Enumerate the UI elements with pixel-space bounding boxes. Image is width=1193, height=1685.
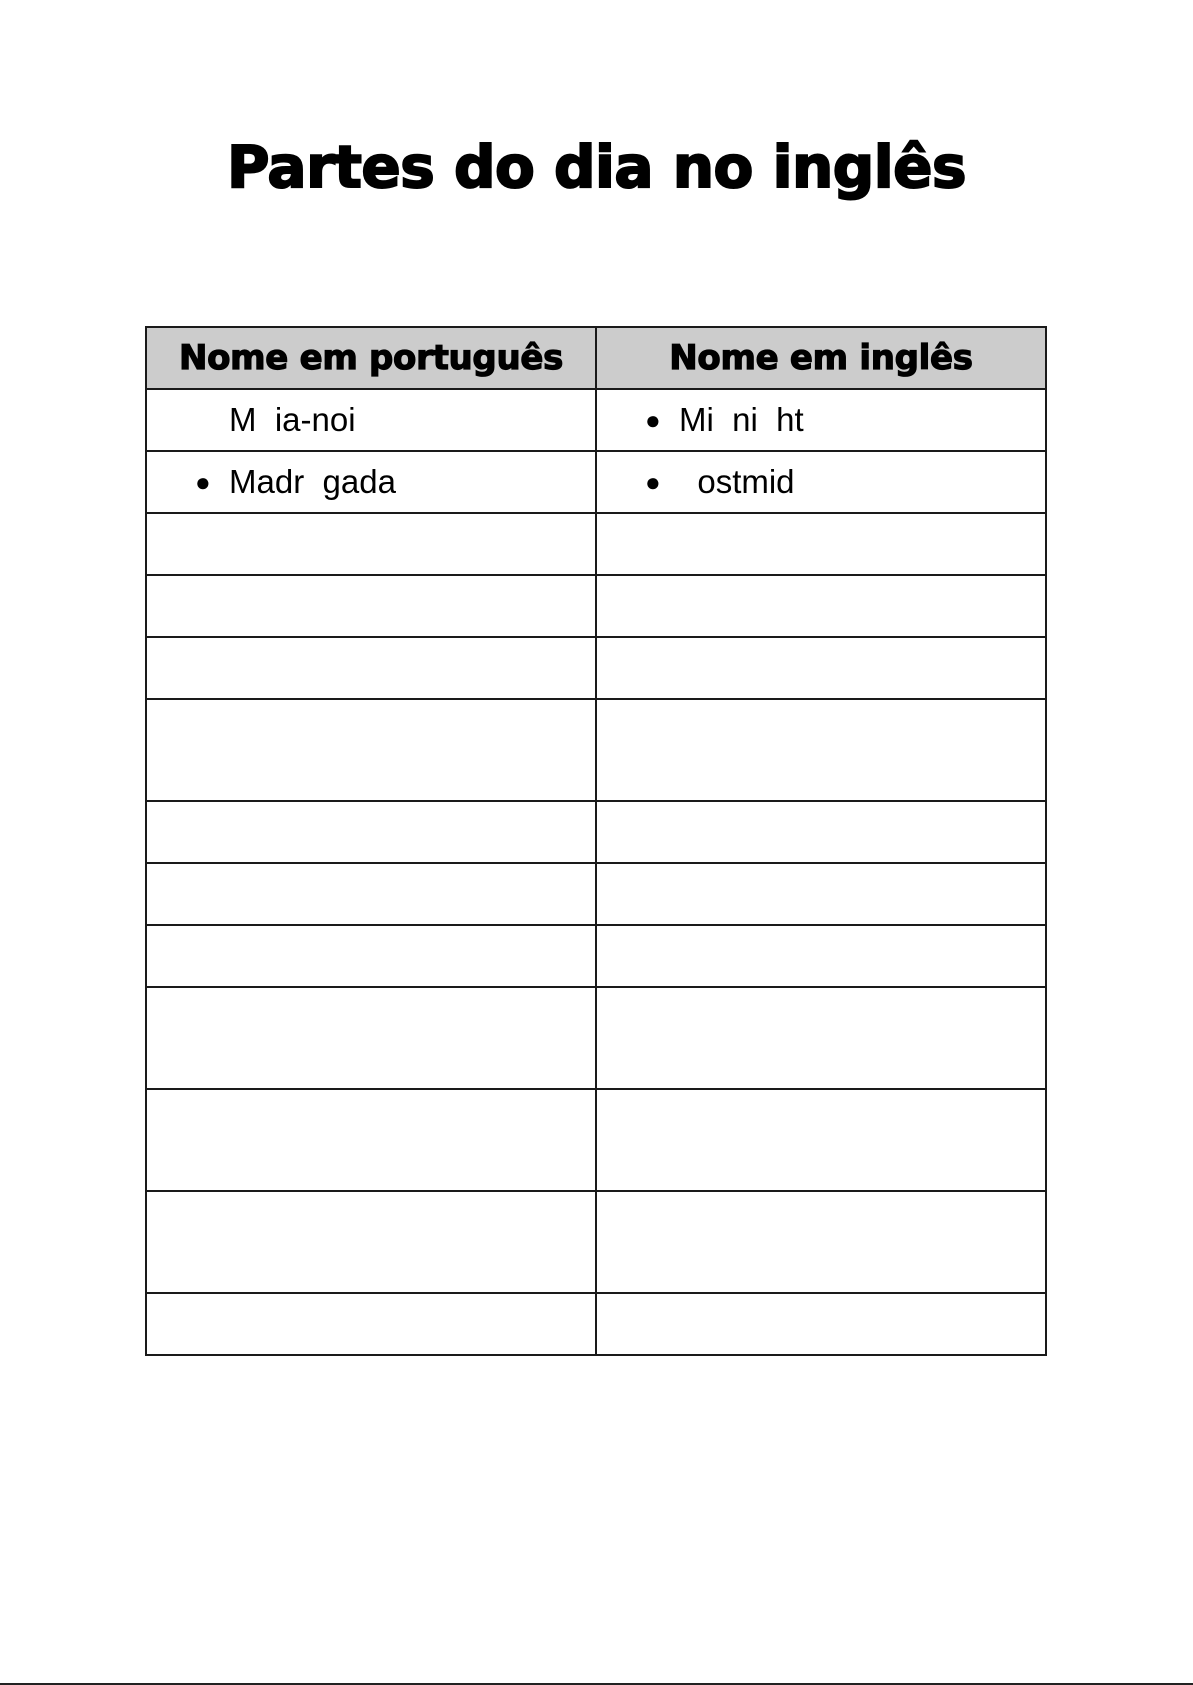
bullet-icon: ● xyxy=(645,467,661,497)
cell-english xyxy=(596,1089,1046,1191)
table-row xyxy=(146,637,1046,699)
cell-english xyxy=(596,699,1046,801)
table-row xyxy=(146,1089,1046,1191)
cell-portuguese xyxy=(146,1191,596,1293)
table-row xyxy=(146,863,1046,925)
cell-english xyxy=(596,987,1046,1089)
column-header-english: Nome em inglês xyxy=(596,327,1046,389)
cell-portuguese xyxy=(146,1293,596,1355)
vocabulary-table xyxy=(145,326,1047,1356)
table-row xyxy=(146,1191,1046,1293)
cell-english xyxy=(596,451,1046,513)
cell-english xyxy=(596,1293,1046,1355)
cell-english xyxy=(596,801,1046,863)
cell-portuguese xyxy=(146,1089,596,1191)
table-row xyxy=(146,389,1046,451)
cell-english xyxy=(596,575,1046,637)
cell-english xyxy=(596,513,1046,575)
cell-english xyxy=(596,863,1046,925)
page-title: Partes do dia no inglês xyxy=(226,133,967,201)
table-row xyxy=(146,801,1046,863)
table-row xyxy=(146,699,1046,801)
cell-text: Madr gada xyxy=(229,463,396,500)
cell-portuguese xyxy=(146,575,596,637)
bullet-icon: ● xyxy=(645,405,661,435)
table-row xyxy=(146,925,1046,987)
cell-english xyxy=(596,637,1046,699)
cell-portuguese xyxy=(146,699,596,801)
cell-portuguese xyxy=(146,451,596,513)
cell-portuguese xyxy=(146,987,596,1089)
table-row xyxy=(146,513,1046,575)
column-header-portuguese: Nome em português xyxy=(146,327,596,389)
table-row xyxy=(146,575,1046,637)
cell-english xyxy=(596,1191,1046,1293)
cell-english xyxy=(596,925,1046,987)
cell-portuguese xyxy=(146,637,596,699)
cell-portuguese xyxy=(146,513,596,575)
cell-portuguese xyxy=(146,925,596,987)
table-row xyxy=(146,1293,1046,1355)
table-row xyxy=(146,987,1046,1089)
cell-portuguese xyxy=(146,389,596,451)
table-row xyxy=(146,451,1046,513)
cell-portuguese xyxy=(146,863,596,925)
table-header-row xyxy=(146,327,1046,389)
bullet-icon: ● xyxy=(195,467,211,497)
cell-text: Mi ni ht xyxy=(679,401,804,438)
cell-text: ostmid xyxy=(679,463,795,500)
cell-english xyxy=(596,389,1046,451)
cell-portuguese xyxy=(146,801,596,863)
cell-text: M ia-noi xyxy=(229,401,356,438)
